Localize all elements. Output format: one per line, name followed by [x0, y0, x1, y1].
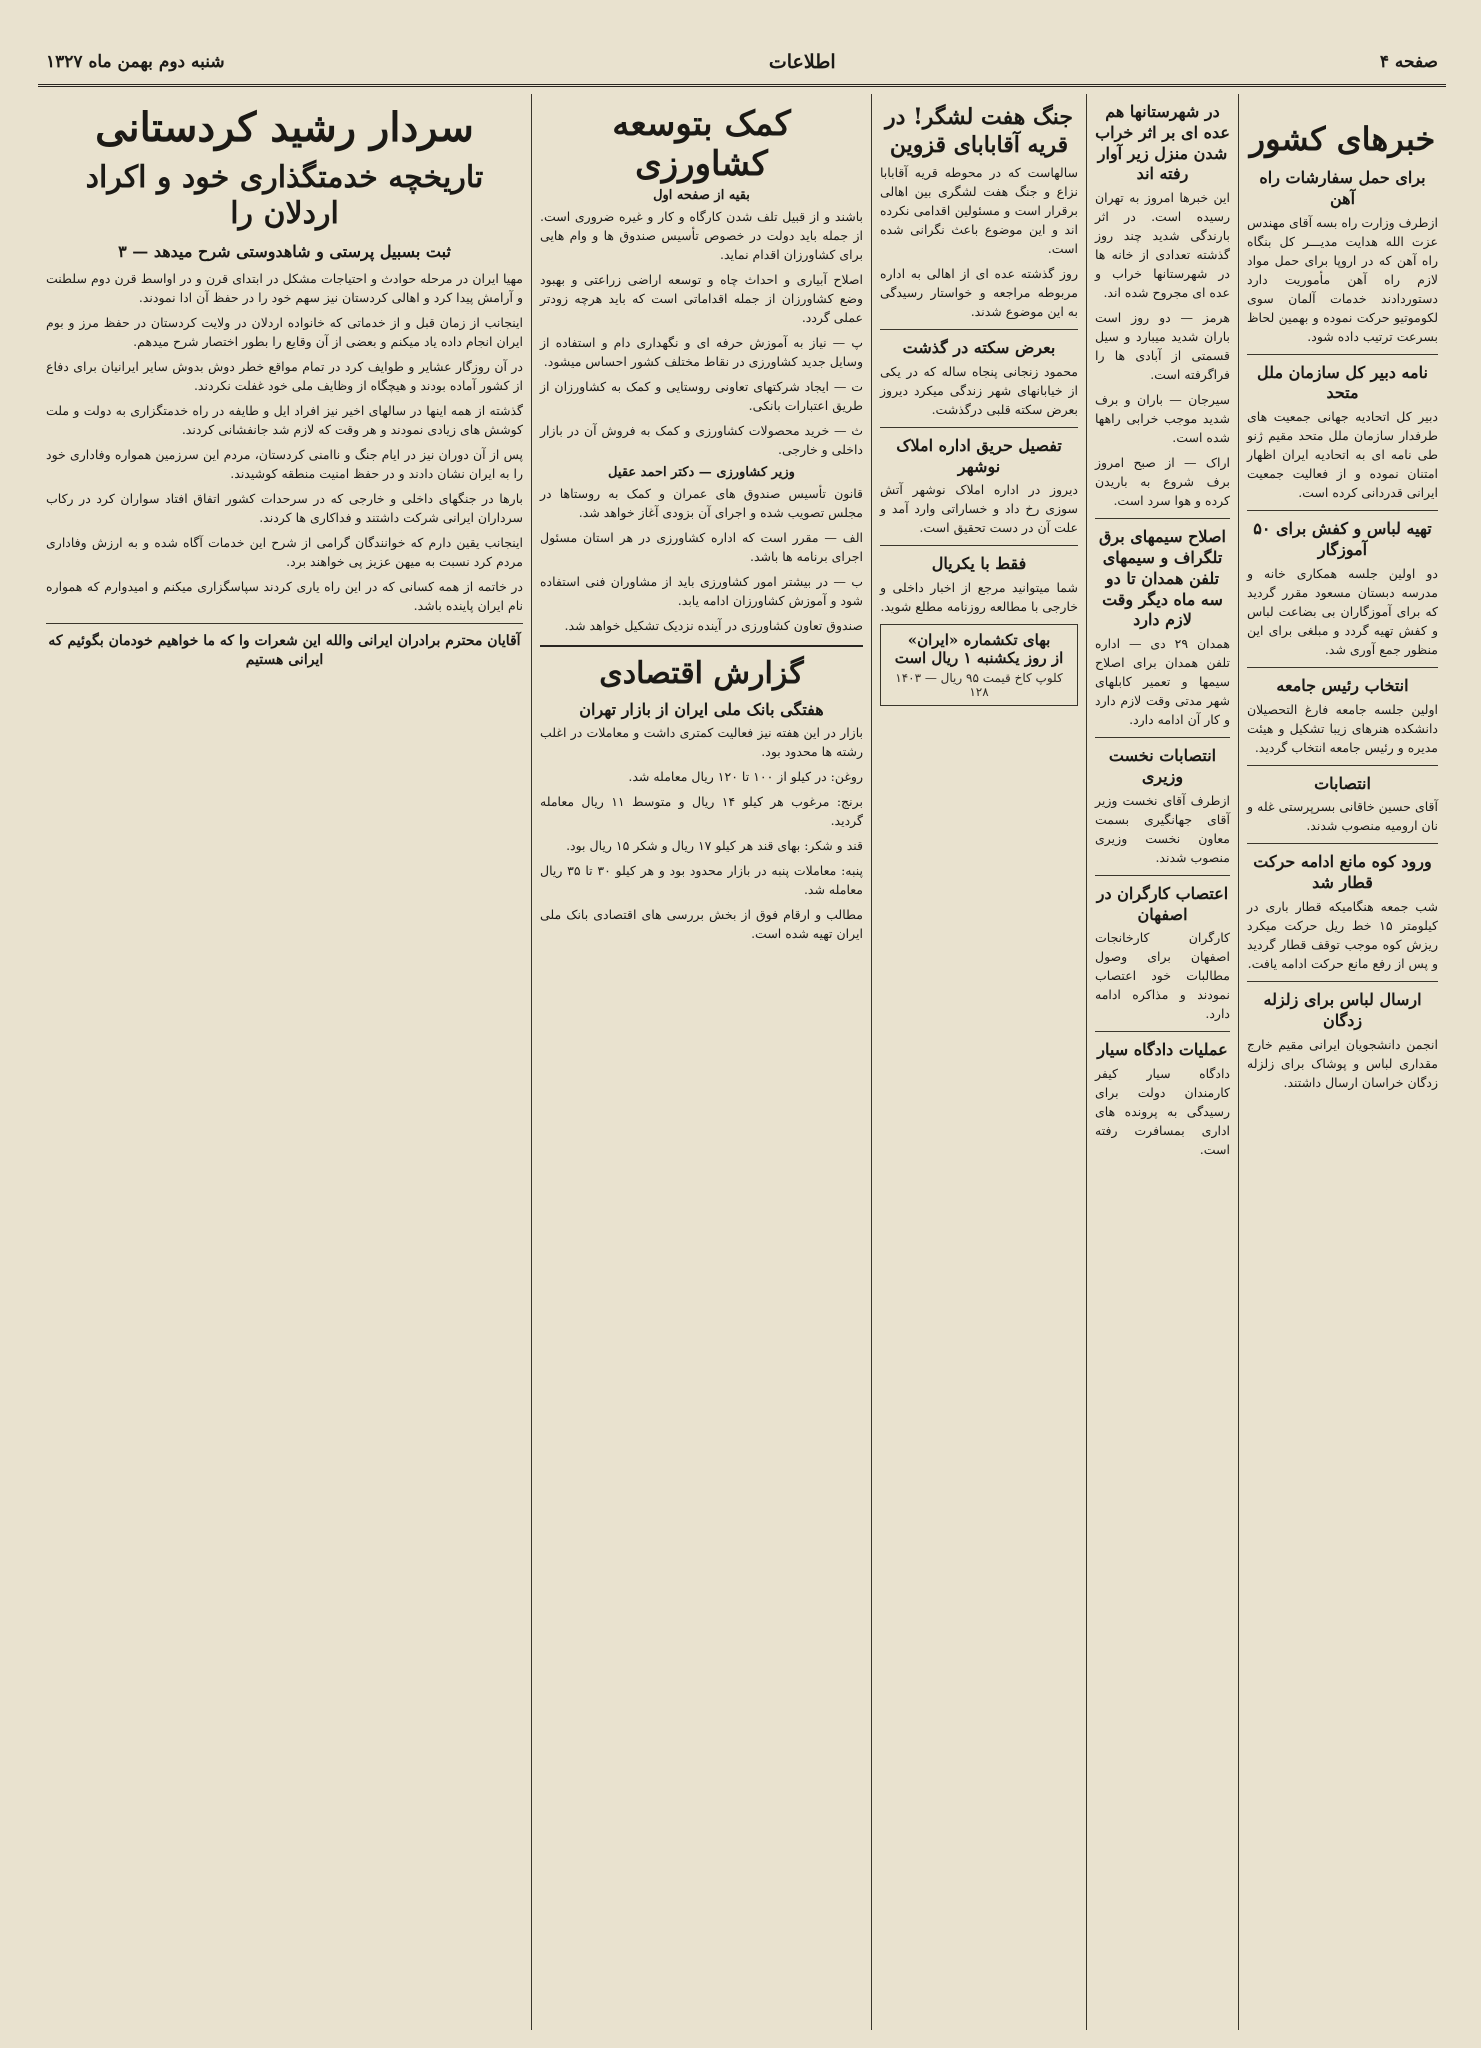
article-text: قند و شکر: بهای قند هر کیلو ۱۷ ریال و شکر ۱۵ ریال بود.	[566, 838, 863, 854]
column-city-news	[1086, 94, 1238, 2030]
article-text: دو اولین جلسه همکاری خانه و مدرسه دبستان مسعود مقرر گردید که برای آموزگاران بی بضاعت لباس و کفش تهیه گردد و مبلغی برای این منظور جمع آوری شد.	[1247, 565, 1438, 657]
article-text: بارها در جنگهای داخلی و خارجی که در سرحدات کشور اتفاق افتاد سواران کرد در رکاب سرداران ایرانی شرکت داشتند و فداکاری ها کردند.	[46, 491, 523, 525]
article-text: برنج: مرغوب هر کیلو ۱۴ ریال و متوسط ۱۱ ریال معامله گردید.	[540, 794, 863, 829]
article-text: پ — نیاز به آموزش حرفه ای و نگهداری دام و استفاده از وسایل جدید کشاورزی در نقاط مختلف کشور احساس میشود.	[540, 335, 863, 369]
price-notice-footer: کلوپ کاخ قیمت ۹۵ ریال — ۱۴۰۳ ۱۲۸	[895, 671, 1063, 700]
article-text: پنبه: معاملات پنبه در بازار محدود بود و هر کیلو ۳۰ تا ۳۵ ریال معامله شد.	[540, 863, 864, 898]
closing-line: آقایان محترم برادران ایرانی والله این شعرات وا که ما خواهیم خودمان بگوئیم که ایرانی هستیم	[48, 633, 521, 668]
column-misc-news	[871, 94, 1086, 2030]
article-text: سالهاست که در محوطه قریه آقابابا نزاع و جنگ هفت لشگری بین اهالی برقرار است و مسئولین اقدامی نکرده اند و این موضوع باعث نگرانی شده است.	[880, 165, 1078, 256]
headline: برای حمل سفارشات راه آهن	[1259, 168, 1426, 208]
article-text: مهیا ایران در مرحله حوادث و احتیاجات مشکل در ابتدای قرن و در اواسط قرن دوم سلطنت و آرامش پیدا کرد و اهالی کردستان نیز سهم خود را در حفظ آن ادا نمودند.	[46, 271, 523, 305]
date-line: شنبه دوم بهمن ماه ۱۳۲۷	[46, 52, 225, 72]
article-text: در آن روزگار عشایر و طوایف کرد در تمام مواقع خطر دوش بدوش سایر ایرانیان برای دفاع از کشور آماده بودند و هیچگاه از وظایف ملی خود غفلت نکردند.	[46, 359, 523, 393]
headline: تهیه لباس و کفش برای ۵۰ آموزگار	[1253, 519, 1432, 559]
column-agriculture	[531, 94, 871, 2030]
headline: هفتگی بانک ملی ایران از بازار تهران	[579, 699, 824, 719]
headline: انتصابات	[1314, 773, 1371, 793]
headline: ارسال لباس برای زلزله زدگان	[1263, 989, 1422, 1030]
article-text: هرمز — دو روز است باران شدید میبارد و سیل قسمتی از آبادی ها را فراگرفته است.	[1095, 310, 1230, 383]
headline: در شهرستانها هم عده ای بر اثر خراب شدن منزل زیر آوار رفته اند	[1095, 102, 1230, 184]
paper-name: اطلاعات	[768, 51, 836, 73]
article-text: در خاتمه از همه کسانی که در این راه یاری کردند سپاسگزاری میکنم و امیدوارم که همواره نام ایران پاینده باشد.	[46, 579, 523, 613]
article-text: ت — ایجاد شرکتهای تعاونی روستایی و کمک به کشاورزان از طریق اعتبارات بانکی.	[540, 379, 863, 413]
article-text: صندوق تعاون کشاورزی در آینده نزدیک تشکیل خواهد شد.	[564, 618, 863, 633]
article-text: شب جمعه هنگامیکه قطار باری در کیلومتر ۱۵ خط ریل حرکت میکرد ریزش کوه موجب توقف قطار گردید و پس از رفع مانع حرکت ادامه یافت.	[1247, 898, 1438, 971]
article-text: روز گذشته عده ای از اهالی به اداره مربوطه مراجعه و خواستار رسیدگی به این موضوع شدند.	[880, 266, 1078, 319]
article-columns	[38, 94, 1446, 2030]
headline: نامه دبیر کل سازمان ملل متحد	[1257, 362, 1428, 403]
article-title: سردار رشید کردستانی	[95, 104, 474, 151]
newspaper-page	[38, 40, 1446, 2030]
article-text: ازطرف وزارت راه بسه آقای مهندس عزت الله هدایت مدیـــر کل بنگاه راه آهن که در اروپا برای حمل مواد لازم راه آهن مأموریت دارد دستوردادند خدمات آلمان سوی لکوموتیو حرکت نموده و بهمین لحاظ بسرعت ترتیب داده شود.	[1246, 214, 1438, 344]
article-text: این خبرها امروز به تهران رسیده است. در اثر بارندگی شدید چند روز گذشته تعدادی از خانه ها در شهرستانها خراب و عده ای مجروح شده اند.	[1095, 190, 1230, 301]
article-text: ث — خرید محصولات کشاورزی و کمک به فروش آن در بازار داخلی و خارجی.	[540, 423, 863, 457]
headline: عملیات دادگاه سیار	[1097, 1040, 1228, 1060]
article-text: ب — در بیشتر امور کشاورزی باید از مشاوران فنی استفاده شود و آموزش کشاورزان ادامه یابد.	[540, 574, 863, 608]
article-text: دیروز در اداره املاک نوشهر آتش سوزی رخ داد و خساراتی وارد آمد و علت آن در دست تحقیق است.	[880, 482, 1078, 536]
article-title: کمک بتوسعه کشاورزی	[612, 104, 791, 184]
article-text: الف — مقرر است که اداره کشاورزی در هر استان مسئول اجرای برنامه ها باشد.	[540, 530, 863, 564]
headline: فقط با یکریال	[931, 554, 1027, 574]
page-label: صفحه ۴	[1379, 52, 1438, 72]
headline: اصلاح سیمهای برق تلگراف و سیمهای تلفن همدان تا دو سه ماه دیگر وقت لازم دارد	[1099, 527, 1226, 630]
article-text: گذشته از همه اینها در سالهای اخیر نیز افراد ایل و طایفه در راه خدمتگزاری به دولت و ملت کوشش های زیادی نمودند و هر وقت که لازم شد جانفشانی کردند.	[46, 403, 523, 437]
article-text: باشند و از قبیل تلف شدن کارگاه و کار و غیره ضروری است. از جمله باید دولت در خصوص تأسیس صندوق ها و وام هایی برای کشاورزان اقدام نماید.	[540, 209, 863, 262]
headline: انتخاب رئیس جامعه	[1276, 675, 1409, 695]
article-text: قانون تأسیس صندوق های عمران و کمک به روستاها در مجلس تصویب شده و اجرای آن بزودی آغاز خواهد شد.	[540, 486, 863, 520]
headline: جنگ هفت لشگر! در قریه آقابابای قزوین	[885, 104, 1073, 158]
article-text: اینجانب یقین دارم که خوانندگان گرامی از شرح این خدمات آگاه شده و به ارزش وفاداری مردم کرد نسبت به میهن عزیز پی خواهند برد.	[46, 535, 523, 569]
article-text: پس از آن دوران نیز در ایام جنگ و ناامنی کردستان، مردم این سرزمین همواره وفاداری خود را به ایران نشان دادند و در حفظ امنیت منطقه کوشیدند.	[46, 447, 523, 481]
article-text: محمود زنجانی پنجاه ساله که در یکی از خیابانهای شهر زندگی میکرد دیروز بعرض سکته قلبی درگذشت.	[880, 363, 1078, 417]
article-text: اولین جلسه جامعه فارغ التحصیلان دانشکده هنرهای زیبا تشکیل و هیئت مدیره و رئیس جامعه انتخاب گردید.	[1247, 701, 1438, 755]
article-subline: ثبت بسبیل پرستی و شاهدوستی شرح میدهد — ۳	[118, 242, 451, 261]
article-text: مطالب و ارقام فوق از بخش بررسی های اقتصادی بانک ملی ایران تهیه شده است.	[540, 907, 863, 942]
article-text: روغن: در کیلو از ۱۰۰ تا ۱۲۰ ریال معامله شد.	[628, 769, 863, 785]
article-text: سیرجان — باران و برف شدید موجب خرابی راهها شده است.	[1095, 392, 1230, 446]
section-title: خبرهای کشور	[1249, 120, 1436, 158]
masthead	[38, 40, 1446, 87]
article-text: اینجانب از زمان قبل و از خدماتی که خانواده اردلان در ولایت کردستان در حفظ مرز و بوم ایران انجام داده یاد میکنم و بعضی از آن وقایع را بطور اختصار شرح میدهم.	[46, 315, 523, 349]
article-text: ازطرف آقای نخست وزیر آقای جهانگیری بسمت معاون نخست وزیری منصوب شدند.	[1095, 792, 1230, 865]
article-text: اصلاح آبیاری و احداث چاه و توسعه اراضی زراعتی و بهبود وضع کشاورزان از جمله اقداماتی است که باید هرچه زودتر عملی گردد.	[540, 272, 863, 325]
article-text: بازار در این هفته نیز فعالیت کمتری داشت و معاملات در اغلب رشته ها محدود بود.	[540, 725, 863, 760]
article-text: آقای حسین خاقانی بسرپرستی غله و نان ارومیه منصوب شدند.	[1247, 799, 1438, 834]
article-text: اراک — از صبح امروز برف شروع به باریدن کرده و هوا سرد است.	[1095, 455, 1230, 509]
headline: ورود کوه مانع ادامه حرکت قطار شد	[1253, 852, 1432, 893]
column-national-news	[1238, 94, 1446, 2030]
article-text: دبیر کل اتحادیه جهانی جمعیت های طرفدار سازمان ملل متحد مقیم ژنو طی نامه ای به اتحادیه ایران اظهار امتنان نموده و از فعالیت جمعیت ایرانی قدردانی کرده است.	[1247, 409, 1438, 501]
price-notice	[880, 624, 1078, 706]
article-subtitle: تاریخچه خدمتگذاری خود و اکراد اردلان را	[85, 160, 484, 231]
section-title: گزارش اقتصادی	[599, 656, 804, 691]
article-text: دادگاه سیار کیفر کارمندان دولت برای رسیدگی به پرونده های اداری بمسافرت رفته است.	[1095, 1066, 1230, 1158]
headline: بعرض سکته در گذشت	[902, 338, 1056, 357]
price-notice-body: از روز یکشنبه ۱ ریال است	[894, 649, 1064, 668]
byline: وزیر کشاورزی — دکتر احمد عقیل	[608, 465, 795, 480]
article-text: کارگران کارخانجات اصفهان برای وصول مطالبات خود اعتصاب نمودند و مذاکره ادامه دارد.	[1095, 930, 1230, 1022]
article-text: همدان ۲۹ دی — اداره تلفن همدان برای اصلاح سیمها و تعمیر کابلهای شهر مدتی وقت لازم دارد و کار آن ادامه دارد.	[1095, 636, 1230, 728]
article-text: انجمن دانشجویان ایرانی مقیم خارج مقداری لباس و پوشاک برای زلزله زدگان خراسان ارسال داشتند.	[1247, 1036, 1438, 1090]
headline: اعتصاب کارگران در اصفهان	[1096, 883, 1229, 924]
price-notice-title: بهای تکشماره «ایران»	[907, 631, 1051, 650]
continued-note: بقیه از صفحه اول	[653, 188, 750, 203]
article-text: شما میتوانید مرجع از اخبار داخلی و خارجی با مطالعه روزنامه مطلع شوید.	[880, 580, 1078, 615]
headline: انتصابات نخست وزیری	[1108, 746, 1217, 786]
column-kurdistan-article	[38, 94, 531, 2030]
headline: تفصیل حریق اداره املاک نوشهر	[896, 435, 1062, 476]
